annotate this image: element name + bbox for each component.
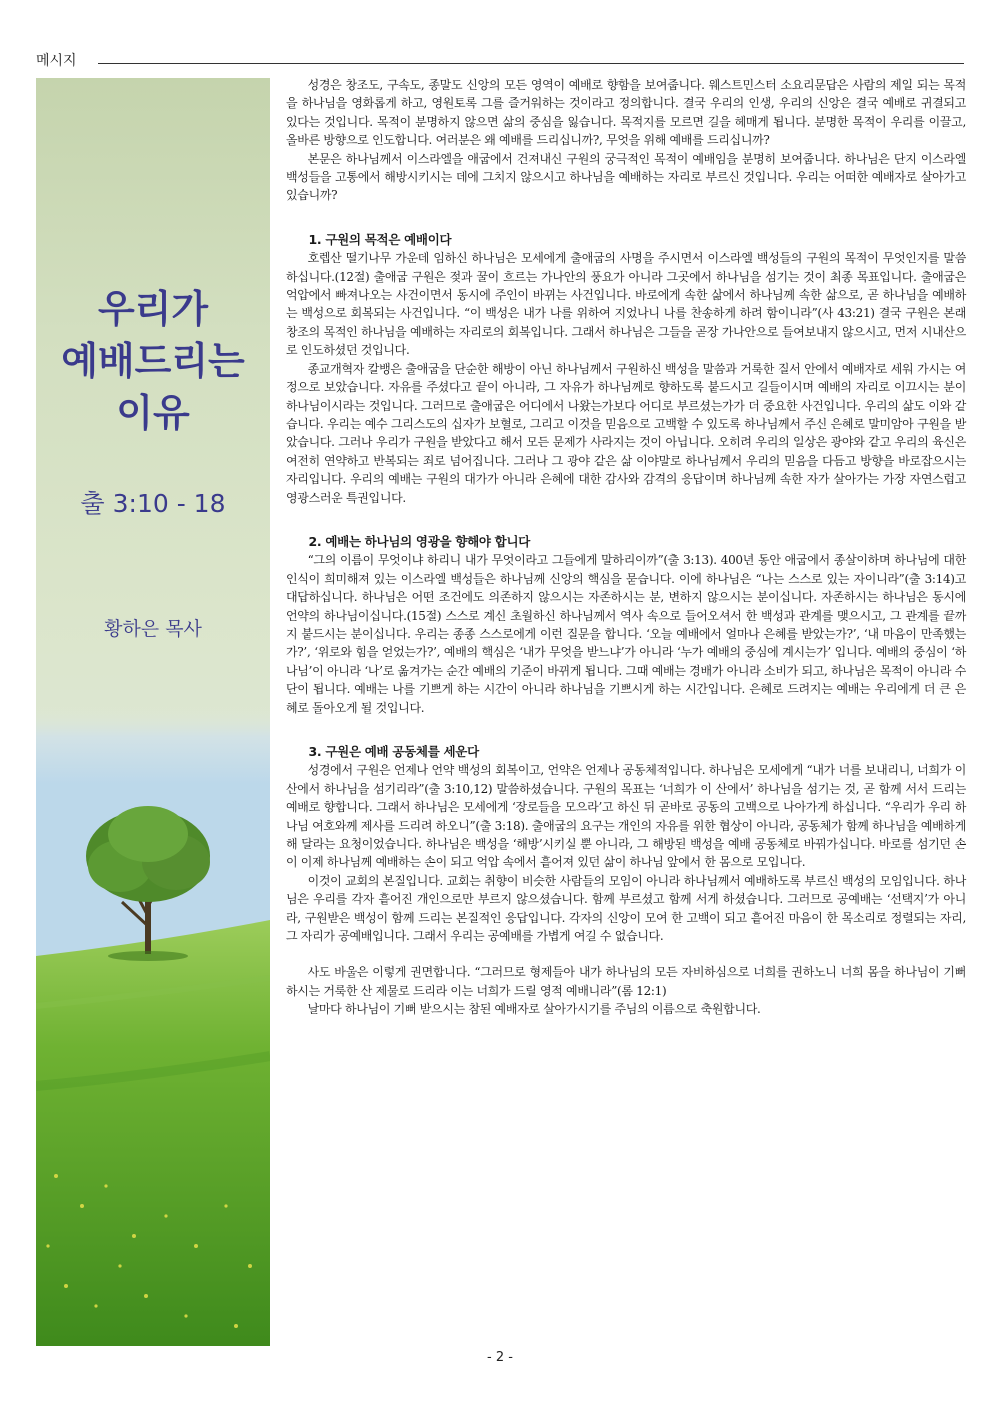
section-heading: 1. 구원의 목적은 예배이다	[308, 231, 452, 247]
spacer	[286, 205, 966, 231]
closing-paragraph: 사도 바울은 이렇게 권면합니다. “그러므로 형제들아 내가 하나님의 모든 자비하심으로 너희를 권하노니 너희 몸을 하나님이 기뻐하시는 거룩한 산 제물로 드리라 이는 너희가 드릴 영적 예배니라”(롬 12:1)	[286, 965, 966, 998]
sermon-title-line: 이유	[116, 391, 190, 435]
header-rule	[98, 63, 964, 64]
scripture-reference: 출 3:10 - 18	[80, 489, 226, 518]
section-paragraph: 성경에서 구원은 언제나 언약 백성의 회복이고, 언약은 언제나 공동체적입니다. 하나님은 모세에게 “내가 너를 보내리니, 너희가 이 산에서 하나님을 섬기리라”(출 3:10,12) 말씀하셨습니다. 구원의 목표는 ‘너희가 이 산에서’ 하나님을 섬기는 것, 곧 함께 서서 드리는 예배로 향합니다. 그래서 하나님은 모세에게 ‘장로들을 모으라’고 하신 뒤 곧바로 공동의 고백으로 나아가게 하십니다. “우리가 우리 하나님 여호와께 제사를 드리려 하오니”(출 3:18). 출애굽의 요구는 개인의 자유를 위한 협상이 아니라, 공동체가 함께 하나님을 예배하게 해 달라는 요청이었습니다. 하나님은 백성을 ‘해방’시키실 뿐 아니라, 그 해방된 백성을 예배 공동체로 바꿔가십니다. 바로를 섬기던 손이 이제 하나님께 예배하는 손이 되고 억압 속에서 흩어져 있던 삶이 하나님 앞에서 한 몸으로 모입니다.	[286, 763, 966, 870]
intro-paragraph: 본문은 하나님께서 이스라엘을 애굽에서 건져내신 구원의 궁극적인 목적이 예배임을 분명히 보여줍니다. 하나님은 단지 이스라엘 백성들을 고통에서 해방시키시는 데에 그치지 않으시고 하나님을 예배하는 자리로 부르신 것입니다. 우리는 어떠한 예배자로 살아가고 있습니까?	[286, 151, 966, 203]
section-paragraph: 종교개혁자 칼뱅은 출애굽을 단순한 해방이 아닌 하나님께서 구원하신 백성을 말씀과 거룩한 질서 안에서 예배자로 세워 가시는 여정으로 보았습니다. 자유를 주셨다고 끝이 아니라, 그 자유가 하나님께로 향하도록 붙드시고 길들이시며 예배의 자리로 이끄시는 분이 하나님이시라는 것입니다. 그러므로 출애굽은 어디에서 나왔는가보다 어디로 부르셨는가가 더 중요한 사건입니다. 우리의 삶도 이와 같습니다. 우리는 예수 그리스도의 십자가 보혈로, 그리고 이것을 믿음으로 고백할 수 있도록 하나님께서 주신 은혜로 말미암아 구원을 받았습니다. 그러나 우리가 구원을 받았다고 해서 모든 문제가 사라지는 것이 아닙니다. 오히려 우리의 일상은 광야와 같고 우리의 육신은 여전히 연약하고 반복되는 죄로 넘어집니다. 그러나 그 광야 같은 삶 이야말로 하나님께서 우리의 믿음을 다듬고 방향을 바로잡으시는 자리입니다. 우리의 예배는 구원의 대가가 아니라 은혜에 대한 감사와 감격의 응답이며 하나님께 속한 자가 살아가는 가장 자연스럽고 영광스러운 특권입니다.	[286, 361, 966, 505]
sidebar-panel	[36, 78, 270, 1346]
section-label: 메시지	[36, 53, 77, 69]
section-paragraph: 이것이 교회의 본질입니다. 교회는 취향이 비슷한 사람들의 모임이 아니라 하나님께서 예배하도록 부르신 백성의 모임입니다. 하나님은 우리를 각자 흩어진 개인으로만 부르지 않으셨습니다. 함께 부르셨고 함께 서게 하셨습니다. 그러므로 공예배는 ‘선택지’가 아니라, 구원받은 백성이 함께 드리는 본질적인 응답입니다. 각자의 신앙이 모여 한 고백이 되고 흩어진 마음이 한 목소리로 정렬되는 자리, 그 자리가 공예배입니다. 그래서 우리는 공예배를 가볍게 여길 수 없습니다.	[286, 873, 966, 944]
spacer	[286, 717, 966, 743]
page-header	[36, 44, 964, 70]
closing-paragraph: 날마다 하나님이 기뻐 받으시는 참된 예배자로 살아가시기를 주님의 이름으로 축원합니다.	[307, 1002, 761, 1017]
author-name: 황하은 목사	[104, 618, 202, 640]
spacer	[286, 507, 966, 533]
section-paragraph: “그의 이름이 무엇이냐 하리니 내가 무엇이라고 그들에게 말하리이까”(출 3:13). 400년 동안 애굽에서 종살이하며 하나님에 대한 인식이 희미해져 있는 이스라엘 백성들은 하나님께 신앙의 핵심을 묻습니다. 이에 하나님은 “나는 스스로 있는 자이니라”(출 3:14)고 대답하십니다. 하나님은 어떤 조건에도 의존하지 않으시는 자존하시는 분, 변하지 않으시는 분이십니다. 자존하시는 하나님은 동시에 언약의 하나님이십니다.(15절) 스스로 계신 초월하신 하나님께서 역사 속으로 들어오셔서 한 백성과 관계를 맺으시고, 그 관계를 끝까지 붙드시는 분이십니다. 우리는 종종 스스로에게 이런 질문을 합니다. ‘오늘 예배에서 얼마나 은혜를 받았는가?’, ‘내 마음이 만족했는가?’, ‘위로와 힘을 얻었는가?’, 예배의 핵심은 ‘내가 무엇을 받느냐’가 아니라 ‘누가 예배의 중심에 계시는가’ 입니다. 예배의 중심이 ‘하나님’이 아니라 ‘나’로 옮겨가는 순간 예배의 기준이 바뀌게 됩니다. 그때 예배는 경배가 아니라 소비가 되고, 하나님은 목적이 아니라 수단이 됩니다. 예배는 나를 기쁘게 하는 시간이 아니라 하나님을 기쁘시게 하는 시간입니다. 은혜로 드려지는 예배는 우리에게 더 큰 은혜로 돌아오게 될 것입니다.	[286, 553, 966, 715]
section-heading: 2. 예배는 하나님의 영광을 향해야 합니다	[308, 533, 531, 549]
spacer	[286, 945, 966, 963]
sermon-title-line: 우리가	[97, 287, 209, 331]
section-paragraph: 호렙산 떨기나무 가운데 임하신 하나님은 모세에게 출애굽의 사명을 주시면서 이스라엘 백성들의 구원의 목적이 무엇인지를 말씀하십니다.(12절) 출애굽 구원은 젖과 꿀이 흐르는 가나안의 풍요가 아니라 그곳에서 하나님을 섬기는 것이 최종 목표입니다. 출애굽은 억압에서 빠져나오는 사건이면서 동시에 주인이 바뀌는 사건입니다. 바로에게 속한 삶에서 하나님께 속한 삶으로, 곧 하나님을 예배하는 백성으로 회복되는 사건입니다. “이 백성은 내가 나를 위하여 지었나니 나를 찬송하게 하려 함이니라”(사 43:21) 결국 구원은 본래 창조의 목적인 하나님을 예배하는 자리로의 회복입니다. 그래서 하나님은 그들을 곧장 가나안으로 들여보내지 않으시고, 먼저 시내산으로 인도하셨던 것입니다.	[286, 251, 966, 358]
sermon-body	[286, 76, 966, 1019]
intro-paragraph: 성경은 창조도, 구속도, 종말도 신앙의 모든 영역이 예배로 향함을 보여줍니다. 웨스트민스터 소요리문답은 사람의 제일 되는 목적을 하나님을 영화롭게 하고, 영원토록 그를 즐거워하는 것이라고 정의합니다. 결국 우리의 인생, 우리의 신앙은 결국 예배로 귀결되고 있다는 것입니다. 목적이 분명하지 않으면 삶의 중심을 잃습니다. 목적지를 모르면 길을 헤매게 됩니다. 분명한 목적이 우리를 이끌고, 올바른 방향으로 인도합니다. 여러분은 왜 예배를 드리십니까?, 무엇을 위해 예배를 드리십니까?	[286, 78, 966, 148]
sermon-title	[36, 283, 270, 439]
sermon-title-line: 예배드리는	[61, 339, 245, 383]
tree-on-meadow-image	[36, 706, 270, 1346]
section-heading: 3. 구원은 예배 공동체를 세운다	[308, 744, 479, 759]
page-number: - 2 -	[487, 1350, 513, 1365]
